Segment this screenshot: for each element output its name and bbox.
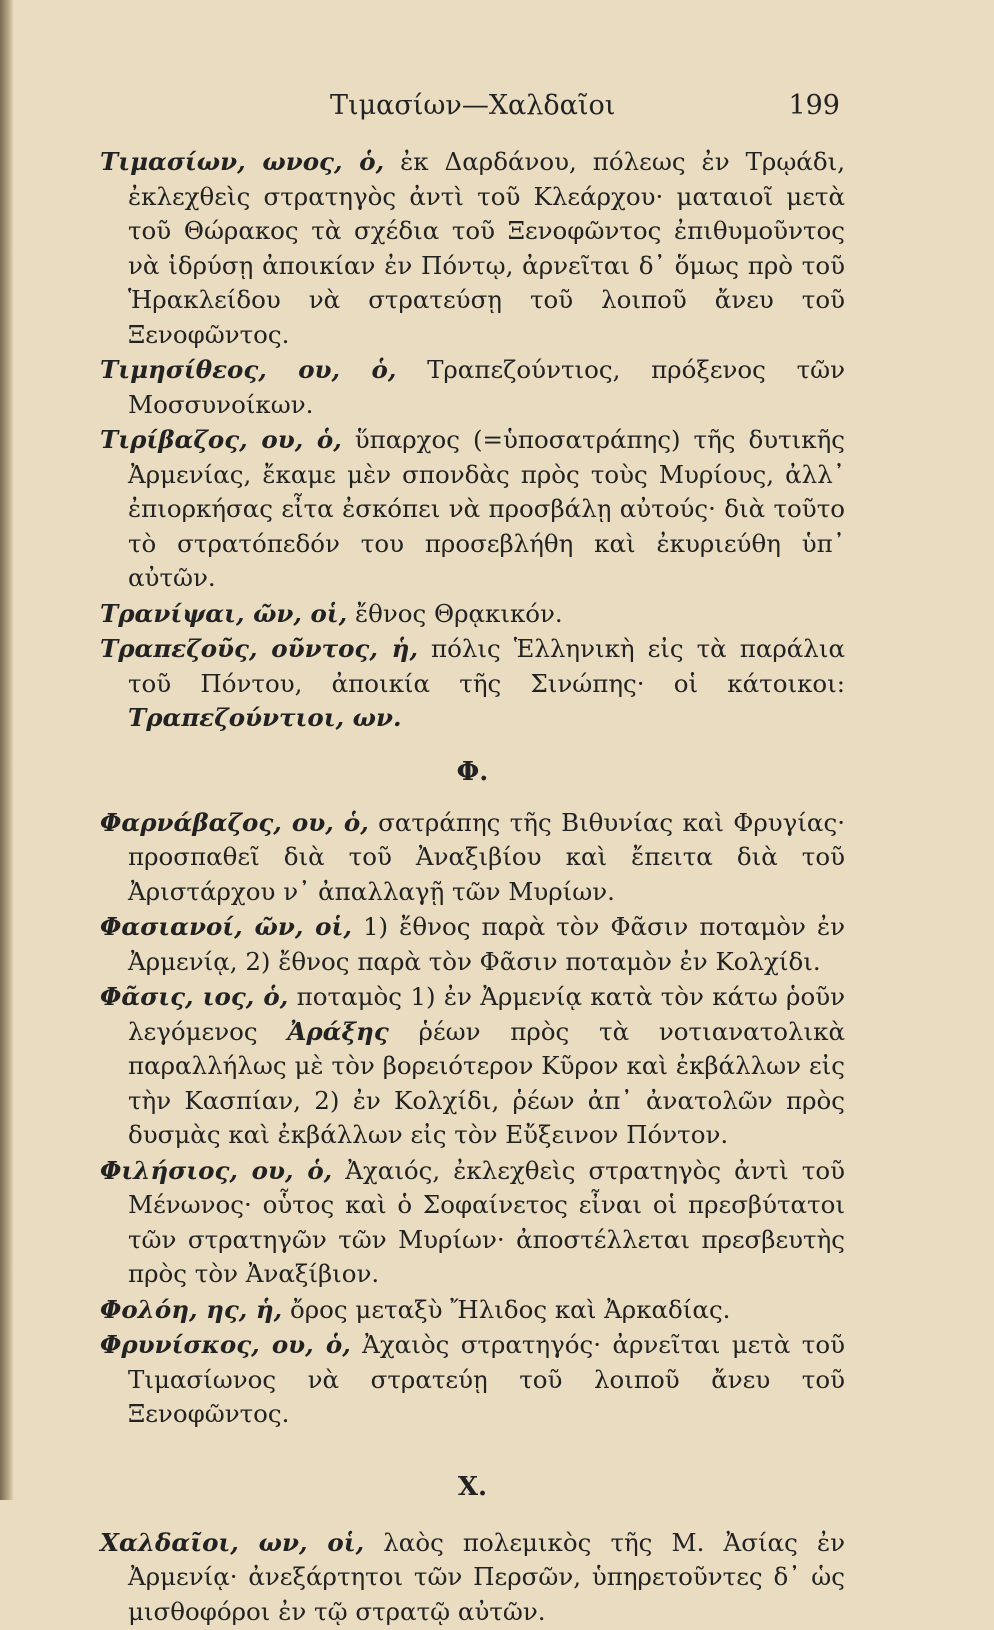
entry-pharnabazos xyxy=(100,806,845,910)
entry-timasion xyxy=(100,145,845,352)
headword: Φολόη, ης, ἡ, xyxy=(100,1294,283,1324)
glossary-entries xyxy=(100,145,845,1629)
section-heading-chi: Χ. xyxy=(457,1471,488,1502)
entry-timesitheos xyxy=(100,353,845,422)
section-heading-phi: Φ. xyxy=(456,756,489,787)
headword: Φᾶσις, ιος, ὁ, xyxy=(100,982,289,1011)
entry-text: Τραπεζούντιος, πρόξενος τῶν Μοσσυνοίκων. xyxy=(128,355,845,419)
running-title: Τιμασίων—Χαλδαῖοι xyxy=(330,90,616,121)
entry-text: λαὸς πολεμικὸς τῆς Μ. Ἀσίας ἐν Ἀρμενίᾳ· ἀνεξάρτητοι τῶν Περσῶν, ὑπηρετοῦντες δ᾽ ὡς μισθοφόροι ἐν τῷ στρατῷ αὐτῶν. xyxy=(128,1527,845,1626)
entry-tiribazos xyxy=(100,423,845,596)
book-page xyxy=(100,90,845,1630)
entry-philesios xyxy=(100,1154,845,1292)
entry-pholoe xyxy=(100,1293,845,1328)
page-spine-shadow xyxy=(0,0,14,1500)
entry-trapezous xyxy=(100,632,845,736)
headword: Φρυνίσκος, ου, ὁ, xyxy=(100,1330,351,1359)
headword: Τρανίψαι, ῶν, οἱ, xyxy=(100,598,348,628)
entry-text: ποταμὸς 1) ἐν Ἀρμενίᾳ κατὰ τὸν κάτω ῥοῦν λεγόμενος xyxy=(128,982,845,1046)
entry-phryniskos xyxy=(100,1328,845,1432)
headword: Τιμησίθεος, ου, ὁ, xyxy=(100,355,397,384)
entry-text: ὕπαρχος (=ὑποσατράπης) τῆς δυτικῆς Ἀρμενίας, ἔκαμε μὲν σπονδὰς πρὸς τοὺς Μυρίους, ἀλλ᾽ ἐπιορκήσας εἶτα ἐσκόπει νὰ προσβάλῃ αὐτούς· διὰ τοῦτο τὸ στρατόπεδόν του προσεβλήθη καὶ ἐκυριεύθη ὑπ᾽ αὐτῶν. xyxy=(128,425,845,592)
running-header xyxy=(100,90,845,130)
headword: Φασιανοί, ῶν, οἱ, xyxy=(100,912,352,941)
entry-text: ἐκ Δαρδάνου, πόλεως ἐν Τρῳάδι, ἐκλεχθεὶς στρατηγὸς ἀντὶ τοῦ Κλεάρχου· ματαιοῖ μετὰ τοῦ Θώρακος τὰ σχέδια τοῦ Ξενοφῶντος ἐπιθυμοῦντος νὰ ἱδρύσῃ ἀποικίαν ἐν Πόντῳ, ἀρνεῖται δ᾽ ὅμως πρὸ τοῦ Ἡρακλείδου νὰ στρατεύσῃ τοῦ λοιποῦ ἄνευ τοῦ Ξενοφῶντος. xyxy=(128,147,845,349)
headword: Φιλήσιος, ου, ὁ, xyxy=(100,1155,333,1185)
headword-araxes: Ἀράξης xyxy=(287,1016,389,1046)
entry-text: Ἀχαιὸς στρατηγός· ἀρνεῖται μετὰ τοῦ Τιμασίωνος νὰ στρατεύῃ τοῦ λοιποῦ ἄνευ τοῦ Ξενοφῶντος. xyxy=(128,1330,845,1428)
headword-inhabitants: Τραπεζούντιοι, ων. xyxy=(128,703,402,732)
headword: Χαλδαῖοι, ων, οἱ, xyxy=(100,1527,365,1557)
entry-text: σατράπης τῆς Βιθυνίας καὶ Φρυγίας· προσπαθεῖ διὰ τοῦ Ἀναξιβίου καὶ ἔπειτα διὰ τοῦ Ἀριστάρχου ν᾽ ἀπαλλαγῇ τῶν Μυρίων. xyxy=(128,807,845,906)
headword: Φαρνάβαζος, ου, ὁ, xyxy=(100,807,369,837)
entry-phasis xyxy=(100,980,845,1153)
entry-text: πόλις Ἑλληνικὴ εἰς τὰ παράλια τοῦ Πόντου, ἀποικία τῆς Σινώπης· οἱ κάτοικοι: xyxy=(128,634,845,698)
headword: Τραπεζοῦς, οῦντος, ἡ, xyxy=(100,634,418,663)
entry-text: ὄρος μεταξὺ Ἤλιδος καὶ Ἀρκαδίας. xyxy=(282,1294,731,1324)
entry-text: Ἀχαιός, ἐκλεχθεὶς στρατηγὸς ἀντὶ τοῦ Μένωνος· οὗτος καὶ ὁ Σοφαίνετος εἶναι οἱ πρεσβύτατοι τῶν στρατηγῶν τῶν Μυρίων· ἀποστέλλεται πρεσβευτὴς πρὸς τὸν Ἀναξίβιον. xyxy=(128,1155,845,1288)
entry-phasianoi xyxy=(100,910,845,979)
entry-tranipsai xyxy=(100,597,845,632)
headword: Τιμασίων, ωνος, ὁ, xyxy=(100,147,385,176)
entry-text-cont: ῥέων πρὸς τὰ νοτιανατολικὰ παραλλήλως μὲ τὸν βορειότερον Κῦρον καὶ ἐκβάλλων εἰς τὴν Κασπίαν, 2) ἐν Κολχίδι, ῥέων ἀπ᾽ ἀνατολῶν πρὸς δυσμὰς καὶ ἐκβάλλων εἰς τὸν Εὔξεινον Πόντον. xyxy=(128,1016,845,1149)
entry-chaldaioi xyxy=(100,1526,845,1630)
headword: Τιρίβαζος, ου, ὁ, xyxy=(100,425,342,454)
entry-text: ἔθνος Θρᾳκικόν. xyxy=(347,598,563,628)
page-number: 199 xyxy=(788,90,840,121)
entry-text: 1) ἔθνος παρὰ τὸν Φᾶσιν ποταμὸν ἐν Ἀρμενίᾳ, 2) ἔθνος παρὰ τὸν Φᾶσιν ποταμὸν ἐν Κολχίδι. xyxy=(128,912,845,976)
